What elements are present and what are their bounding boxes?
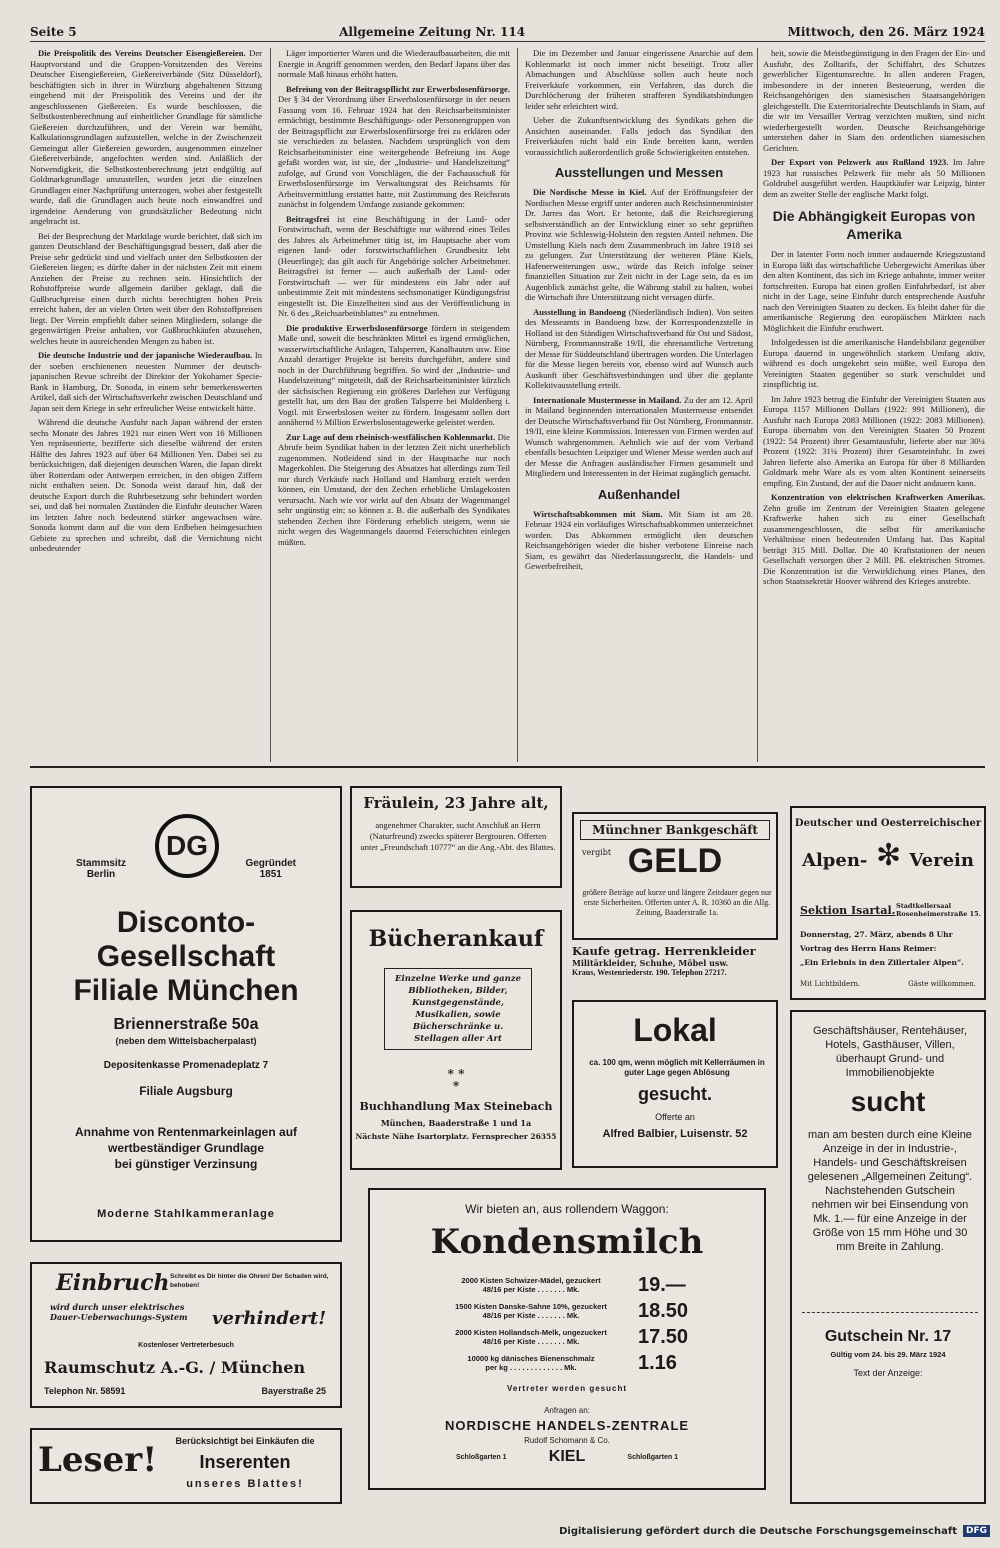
milch-intro: Wir bieten an, aus rollendem Waggon: xyxy=(465,1202,669,1216)
price-row-item: 2000 Kisten Schwizer-Mädel, gezuckert xyxy=(461,1276,601,1285)
section-title-foreign-trade: Außenhandel xyxy=(597,486,681,502)
article-paragraph xyxy=(763,492,985,587)
bank-name-box: Münchner Bankgeschäft xyxy=(580,820,770,840)
alpen-section: Sektion Isartal. xyxy=(800,904,896,917)
price-row xyxy=(432,1324,712,1350)
dfg-logo: DFG xyxy=(963,1525,990,1537)
section-divider xyxy=(30,766,985,768)
bank-street: Briennerstraße 50a xyxy=(113,1016,259,1033)
price-row xyxy=(432,1272,712,1298)
fraeulein-text: angenehmer Charakter, sucht Anschluß an Herrn (Naturfreund) zwecks späterer Bergtouren. Offerten unter „Freundschaft 10777“ an die Ang.-Abt. des Blattes. xyxy=(360,820,556,852)
sucht-intro: Geschäftshäuser, Rentehäuser, Hotels, Gasthäuser, Villen, überhaupt Grund- und Immobilienobjekte xyxy=(812,1025,968,1079)
ad-lokal xyxy=(572,1000,778,1168)
paragraph-text: (Niederländisch Indien). Von seiten des Messeamts in Bandoeng bzw. der Korrespondenzstelle in Holland ist den Ständigen Wirtschaftsverband für Ost und Südost, Nürnberg, Frommannstraße 19/II, die ehrenamtliche Vertretung der Messe für Süddeutschland übertragen worden. Die Unterlagen für die Messe liegen bereits vor, ebenso wird auf Wunsch auch Auskunft über Geschäftsverbindungen und über die geplante Kollektivausstellung erteilt. xyxy=(525,306,753,390)
article-paragraph xyxy=(525,307,753,391)
price-row-unit: 48/16 per Kiste . . . . . . . Mk. xyxy=(482,1311,580,1320)
lokal-headline: Lokal xyxy=(633,1012,717,1048)
ad-buecherankauf xyxy=(350,910,562,1170)
paragraph-lead: Der Export von Pelzwerk aus Rußland 1923. xyxy=(771,157,953,167)
ad-disconto-gesellschaft xyxy=(30,786,342,1242)
paragraph-text: Der in latenter Form noch immer andauernde Kriegszustand in Europa läßt das wirtschaftliche Uebergewicht Amerikas über den alten Kontinent, das sich im Kriege anbahnte, immer weiter fortschreiten. Europa hat einen großen Einfuhrbedarf, ist aber nicht in der Lage, seine Einfuhr durch entsprechende Ausfuhr nach den Vereinigten Staaten zu decken. Es bleibt daher für die amerikanische Regierung den europäischen Märkten nach Möglichkeit die Einfuhr erschwert. xyxy=(763,249,985,333)
paragraph-lead: Ausstellung in Bandoeng xyxy=(533,306,629,317)
geld-headline: GELD xyxy=(627,842,723,880)
ad-raumschutz xyxy=(30,1262,342,1408)
article-paragraph xyxy=(525,115,753,157)
paragraph-text: Infolgedessen ist die amerikanische Handelsbilanz gegenüber Europa dauernd in ungewöhnlich starkem Umfang aktiv, während es doch umgekehrt sein müßte, weil Europa den Vereinigten Staaten gegenüber so stark verschuldet und zinspflichtig ist. xyxy=(763,337,985,389)
price-value: 18.50 xyxy=(638,1299,689,1322)
milch-price-list xyxy=(432,1272,712,1376)
coupon-number: Gutschein Nr. 17 xyxy=(824,1328,952,1345)
paragraph-lead: Konzentration von elektrischen Kraftwerken Amerikas. xyxy=(771,492,985,502)
price-row-unit: 48/16 per Kiste . . . . . . . Mk. xyxy=(482,1337,580,1346)
price-row-desc xyxy=(432,1328,630,1346)
page-number: Seite 5 xyxy=(30,24,77,39)
price-row-unit: 48/16 per Kiste . . . . . . . Mk. xyxy=(482,1285,580,1294)
paragraph-text: Während die deutsche Ausfuhr nach Japan während der ersten sechs Monate des Jahres 1921 nur einen Wert von 16 Millionen Yen repräsentierte, bezifferte sich dieselbe während der ersten Hälfte des Jahres 1923 auf über 64 Millionen Yen. Dabei sei zu berücksichtigen, daß diejenigen deutschen Waren, die Japan direkt über Rotterdam oder Antwerpen erreichen, in den obigen Ziffern nicht enthalten seien. Dr. Sonoda weist darauf hin, daß der deutsche Export durch die Ruhrbesetzung sehr behindert worden sei, und daß bei normalen Zuständen die Einfuhr deutscher Waren im letzten Jahre noch bedeutend stärker angewachsen wäre. Sonoda kommt dann auf die von dem Erdbeben heimgesuchten Gebiete zu sprechen und schreibt, daß die Vernichtung nicht unbedeutender xyxy=(30,417,262,553)
page-header xyxy=(30,22,985,42)
article-column-1 xyxy=(30,48,262,762)
ad-leser xyxy=(30,1428,342,1504)
article-paragraph xyxy=(278,48,510,80)
section-title-exhibitions: Ausstellungen und Messen xyxy=(554,165,724,180)
lokal-offer: Offerte an xyxy=(655,1112,695,1122)
paragraph-lead: Beitragsfrei xyxy=(286,213,338,224)
price-row-item: 10000 kg dänisches Bienenschmalz xyxy=(467,1354,595,1363)
bank-name xyxy=(32,906,340,1008)
price-row-desc xyxy=(432,1276,630,1294)
geld-vergibt: vergibt xyxy=(582,848,612,857)
buecher-stars: * * * xyxy=(447,1067,465,1093)
newspaper-title: Allgemeine Zeitung Nr. 114 xyxy=(339,24,526,39)
headline-einbruch: Einbruch xyxy=(56,1270,170,1296)
buecher-near: Nächste Nähe Isartorplatz. Fernsprecher 26355 xyxy=(355,1132,557,1141)
article-paragraph xyxy=(278,432,510,548)
founded-text: Gegründet xyxy=(245,858,296,869)
price-value: 19.— xyxy=(638,1273,686,1296)
offer-line2: wertbeständiger Grundlage xyxy=(107,1141,265,1155)
article-paragraph xyxy=(763,48,985,153)
kleider-text: Militärkleider, Schuhe, Möbel usw. xyxy=(572,958,729,968)
paragraph-lead: Die produktive Erwerbslosenfürsorge xyxy=(286,322,432,333)
buecher-headline: Bücherankauf xyxy=(368,926,544,952)
price-row-item: 2000 Kisten Hollandsch-Melk, ungezuckert xyxy=(455,1328,607,1337)
kleider-headline: Kaufe getrag. Herrenkleider xyxy=(572,944,756,958)
article-paragraph xyxy=(30,350,262,413)
article-paragraph xyxy=(763,394,985,489)
paragraph-text: Der Hauptvorstand und die Gruppen-Vorsitzenden des Vereins Deutscher Eisengießereien, Gießereiverbände (Sitz Düsseldorf), beschäftigten sich in ihrer in Würzburg abgehaltenen Sitzung eingehend mit der Preispolitik des Vereins und der ihr angeschlossenen Gießereien. Es wurde beschlossen, die Selbstkostenberechnung auf einheitlicher Grundlage für sämtliche Gießereien durchzuführen, und der Verein war bemüht, Kalkulationsgrundlagen aufzustellen, welche in der Zwischenzeit Gemeingut aller Gießereien geworden, ausgenommen einzelner Gießereiverbände, angefochten werden sind. Anläßlich der Notwendigkeit, die Selbstkostenberechnung jetzt endgültig auf Goldmarkgrundlage umzustellen, wurden jetzt die einzelnen Grundlagen einer Nachprüfung unterzogen, wobei aber festgestellt wurde, daß die Grundlagen auch heute noch einwandfrei und irgendeine Aenderung von grundsätzlicher Bedeutung nicht angebracht ist. xyxy=(30,48,262,226)
alpen-title: „Ein Erlebnis in den Zillertaler Alpen“. xyxy=(800,958,964,967)
leser-line1: Berücksichtigt bei Einkäufen die xyxy=(175,1436,315,1446)
article-column-3 xyxy=(525,48,753,762)
lokal-name: Alfred Balbier, Luisenstr. 52 xyxy=(602,1128,748,1140)
alpen-date: Donnerstag, 27. März, abends 8 Uhr xyxy=(800,930,953,939)
paragraph-text: Die Abrufe beim Syndikat haben in der letzten Zeit nicht unerheblich zugenommen. Notleidend sind in der Hauptsache nur noch Magerkohlen. Die Steigerung des Absatzes hat allerdings zum Teil nur durch Verkäufe nach Holland und Hamburg erzielt werden können, ein Umstand, der den Zechen erhebliche Umlagekosten verursacht. Nach wie vor wirkt auf den Absatz der Wagenmangel sehr ungünstig ein; so können z. B. die außerhalb des Syndikates stehenden Zechen ihre Förderung erheblich steigern, wenn sie nicht wegen des Wagenmangels dauernd Feierschichten einlegen müßten. xyxy=(278,431,510,547)
ad-sucht-gutschein xyxy=(790,1010,986,1504)
article-paragraph xyxy=(278,84,510,210)
alpen-talk: Vortrag des Herrn Hans Reimer: xyxy=(800,944,937,953)
paragraph-text: Im Jahre 1923 hat russisches Pelzwerk für mehr als 50 Millionen Goldrubel ausgeführt werden. Hauptkäufer war Leipzig, hinter dem an zweiter Stelle der englische Markt folgt. xyxy=(763,157,985,199)
coupon-field: Text der Anzeige: xyxy=(853,1368,923,1378)
paragraph-text: Zehn große im Zentrum der Vereinigten Staaten gelegene Kraftwerke haben sich zu einer Gesellschaft zusammengeschlossen, die selbst für amerikanische Verhältnisse einen bedeutenden Umfang hat. Das Kapital beträgt 315 Mill. Dollar. Die 40 Kraftstationen der neuen Gesellschaft versorgen über 2 Mill. Pß. elektrischen Stromes. Die Konzentration ist die Verwirklichung eines Planes, den schon Staatssekretär Hoover während des Krieges anstrebte. xyxy=(763,502,985,586)
article-paragraph xyxy=(763,337,985,390)
fraeulein-headline: Fräulein, 23 Jahre alt, xyxy=(363,794,549,812)
bank-street-note: (neben dem Wittelsbacherpalast) xyxy=(115,1036,257,1046)
company-name: Raumschutz A.-G. / München xyxy=(44,1358,306,1377)
article-paragraph xyxy=(525,187,753,303)
disconto-logo xyxy=(155,814,219,878)
founded-year: 1851 xyxy=(259,869,282,880)
visit-note: Kostenloser Vertreterbesuch xyxy=(138,1342,234,1349)
ad-kondensmilch xyxy=(368,1188,766,1490)
coupon-valid: Gültig vom 24. bis 29. März 1924 xyxy=(830,1350,946,1359)
einbruch-note: Schreibt es Dir hinter die Ohren! Der Schaden wird, behoben! xyxy=(170,1273,329,1289)
paragraph-text: Läger importierter Waren und die Wiederaufbauarbeiten, die mit Energie in Angriff genommen werden, den Bedarf Japans über das normale Maß hinaus erhöht hatten. xyxy=(278,48,510,79)
alpen-venue: Stadtkellersaal Rosenheimerstraße 15. xyxy=(896,902,981,918)
headquarters-label xyxy=(76,858,126,880)
leser-line2: Inserenten xyxy=(199,1452,291,1472)
bank-name-line1: Disconto- xyxy=(116,906,256,939)
milch-person: Rudolf Schomann & Co. xyxy=(524,1436,610,1445)
article-paragraph xyxy=(30,48,262,227)
geld-text: größere Beträge auf kurze und längere Zeitdauer gegen nur erste Sicherheiten. Offerten unter A. R. 10360 an die Allg. Zeitung, Baaderstraße 1a. xyxy=(582,888,772,917)
bank-name-line2: Gesellschaft xyxy=(96,940,276,973)
paragraph-lead: Wirtschaftsabkommen mit Siam. xyxy=(533,508,669,519)
paragraph-lead: Die Nordische Messe in Kiel. xyxy=(533,187,651,197)
paragraph-lead: Die deutsche Industrie und der japanische Wiederaufbau. xyxy=(38,350,255,360)
price-row-desc xyxy=(432,1354,630,1372)
alpen-footer-left: Mit Lichtbildern. xyxy=(800,980,861,988)
paragraph-text: Der § 34 der Verordnung über Erwerbslosenfürsorge in der neuen Fassung vom 16. Februar 1924 hat den Reichsarbeitsminister ermächtigt, bestimmte Beschäftigungs- oder Personengruppen von der Beitragspflicht zur Erwerbslosenfürsorge frei zu erklären oder sie verschieden zu belasten. Nachdem ursprünglich von dem Reichsarbeitsminister eine weitergehende Befreiung ins Auge gefaßt worden war, ist sie, der „Industrie- und Handelszeitung“ zufolge, auf Grund von Vorschlägen, die der Fachausschuß für Erwerbslosenfürsorge im Verwaltungsrat des Reichsamts für Arbeitsvermittlung erstattet hatte, mit Zustimmung des Reichsrats zunächst in folgendem Umfange zustande gekommen: xyxy=(278,94,510,209)
headline-leser: Leser! xyxy=(38,1440,158,1480)
vault-note: Moderne Stahlkammeranlage xyxy=(97,1208,275,1220)
kleider-contact: Kraus, Westenriederstr. 190. Telephon 27217. xyxy=(572,968,727,977)
paragraph-lead: Befreiung von der Beitragspflicht zur Erwerbslosenfürsorge. xyxy=(286,83,510,94)
article-column-4 xyxy=(763,48,985,762)
lokal-sought: gesucht. xyxy=(637,1084,712,1104)
paragraph-text: Die im Dezember und Januar eingerissene Anarchie auf dem Kohlenmarkt ist noch immer nicht beseitigt. Trotz aller Abmachungen und Abschlüsse sollen auch heute noch Freiverkäufe vorkommen, ein Verfahren, das durch die Durchlöcherung der früheren strafferen Syndikatsbindungen leider sehr erleichtert wird. xyxy=(525,48,753,111)
rentenmark-offer xyxy=(32,1124,340,1172)
offer-line3: bei günstiger Verzinsung xyxy=(114,1157,258,1171)
coupon-divider xyxy=(802,1312,978,1313)
phone-number: Telephon Nr. 58591 xyxy=(44,1386,126,1396)
verhindert-text: verhindert! xyxy=(212,1308,327,1329)
deposit-office: Depositenkasse Promenadeplatz 7 xyxy=(103,1060,269,1071)
milch-headline: Kondensmilch xyxy=(430,1222,704,1262)
milch-addr-right: Schloßgarten 1 xyxy=(627,1454,678,1461)
paragraph-text: fördern in steigendem Maße und, soweit die beschränkten Mittel es irgend ermöglichen, wasserwirtschaftliche Anlagen, Talsperren, Kanalbauten usw. Eine Anzahl derartiger Projekte ist bereits durchgeführt, andere sind noch in der Durchführung begriffen. So wird der „Industrie- und Handelszeitung“ mitgeteilt, daß der Reichsarbeitsminister kürzlich der sächsischen Regierung ein größeres Darlehen zur Verfügung gestellt hat, um den Bau der großen Talsperre bei Muldenberg i. Vogtl. mit Erwerbslosen weiter zu fördern. Insgesamt sollen dort annähernd ½ Million Erwerbslosentagewerke geleistet werden. xyxy=(278,322,510,427)
paragraph-text: Zu der am 12. April in Mailand beginnenden internationalen Mustermesse entsendet der Deutsche Wirtschaftsverband für Ost Nürnberg, Frommannstr. 19/II, eine kleine Kommission. Interessen von Firmen werden auf Wunsch wahrgenommen. Aehnlich wie auf der vom Verband ebenfalls besuchten Leipziger und Wiener Messe werden auch auf der Messe die Anfragen ausländischer Firmen gesammelt und Mitgliedern und Interessenten in der Heimat zugänglich gemacht. xyxy=(525,394,753,478)
founded-label xyxy=(245,858,296,880)
hq-label: Stammsitz xyxy=(76,858,127,869)
milch-reps: Vertreter werden gesucht xyxy=(506,1384,628,1393)
paragraph-text: heit, sowie die Meistbegünstigung in den Fragen der Ein- und Ausfuhr, des Zolltarifs, der Schiffahrt, des Schutzes gewerblicher Eigentumsrechte. In allen anderen Fragen, insbesondere in der inneren Besteuerung, werden die Reichsangehörigen den siamesischen Staatsangehörigen gleichgestellt. Die Exterritorialrechte Deutschlands in Siam, auf die wir im Versailler Vertrag verzichten mußten, sind nicht wiederhergestellt worden. Deutsche Reichsangehörige unterstehen daher in Siam den ordentlichen siamesischen Gerichten. xyxy=(763,48,985,153)
sucht-headline: sucht xyxy=(850,1086,926,1117)
column-divider xyxy=(757,48,758,762)
alpen-footer-right: Gäste willkommen. xyxy=(908,980,976,988)
milch-city: KIEL xyxy=(548,1448,586,1465)
paragraph-text: Bei der Besprechung der Marktlage wurde berichtet, daß sich im ganzen Deutschland der Beschäftigungsgrad bessert, daß aber die Preise sehr gedrückt sind und vielfach unter den Selbstkosten der Gießereien liegen; es dürfte daher in der nächsten Zeit mit einem Anziehen der Preise zu rechnen sein. Hinsichtlich der Rohstoffpreise wurde allgemein darüber geklagt, daß die Gußbruchpreise einen durch nichts berechtigten hohen Preis erreicht haben, der an vielen Orten weit über den Rohstoffpreisen liegt. Der Verein empfiehlt daher seinen Mitgliedern, solange die gegenwärtigen Preise anhalten, vor Gußbruchkäufen abzusehen, welches heute in ausreichenden Mengen zu haben ist. xyxy=(30,230,262,346)
paragraph-text: ist eine Beschäftigung in der Land- oder Forstwirtschaft, wenn der Beschäftigte nur während eines Teiles des Jahres als Arbeitnehmer tätig ist, im Hauptsache aber vom eigenen land- oder forstwirtschaftlichen Grundbesitz lebt (Heuerlinge); das gilt auch für Angehörige solcher Arbeitnehmer. Beitragsfrei ist ferner — auch außerhalb der Land- oder Forstwirtschaft — wer für mindestens ein Jahr oder auf unbestimmte Zeit mit mindestens sechsmonatiger Kündigungsfrist eingestellt ist. Die Einzelheiten sind aus der Veröffentlichung in Nr. 6 des „Reichsarbeitsblattes“ zu entnehmen. xyxy=(278,213,510,318)
price-value: 17.50 xyxy=(638,1325,689,1348)
column-divider xyxy=(270,48,271,762)
article-paragraph xyxy=(30,417,262,554)
article-title-europe-america: Die Abhängigkeit Europas von Amerika xyxy=(772,208,976,242)
einbruch-sub xyxy=(50,1302,188,1322)
article-paragraph xyxy=(525,395,753,479)
paragraph-lead: Zur Lage auf dem rheinisch-westfälischen Kohlenmarkt. xyxy=(286,431,498,442)
column-divider xyxy=(517,48,518,762)
ad-fraeulein xyxy=(350,786,562,888)
einbruch-sub2: Dauer-Ueberwachungs-System xyxy=(50,1312,188,1322)
issue-date: Mittwoch, den 26. März 1924 xyxy=(787,24,985,39)
buecher-box: Einzelne Werke und ganze Bibliotheken, Bilder, Kunstgegenstände, Musikalien, sowie Bücherschränke u. Stellagen aller Art xyxy=(384,968,532,1050)
ad-herrenkleider xyxy=(572,944,778,988)
price-row-desc xyxy=(432,1302,630,1320)
buecher-shop: Buchhandlung Max Steinebach xyxy=(359,1100,553,1113)
alpen-top: Deutscher und Oesterreichischer xyxy=(794,818,982,829)
article-paragraph xyxy=(30,231,262,347)
bank-name-line3: Filiale München xyxy=(73,974,299,1007)
branch-augsburg: Filiale Augsburg xyxy=(139,1084,233,1098)
article-paragraph xyxy=(278,323,510,428)
price-row xyxy=(432,1350,712,1376)
milch-inquiries: Anfragen an: xyxy=(544,1406,590,1415)
company-address: Bayerstraße 25 xyxy=(261,1386,326,1396)
article-column-2 xyxy=(278,48,510,762)
alpen-left: Alpen- xyxy=(802,850,868,871)
paragraph-lead: Die Preispolitik des Vereins Deutscher Eisengießereien. xyxy=(38,48,250,58)
einbruch-sub1: wird durch unser elektrisches xyxy=(50,1302,185,1312)
article-paragraph xyxy=(278,214,510,319)
alpen-right: Verein xyxy=(909,850,974,871)
paragraph-text: Im Jahre 1923 betrug die Einfuhr der Vereinigten Staaten aus Europa 1157 Millionen Dollars (1922: 991 Millionen), die Ausfuhr nach Europa 2083 Millionen (1922: 2083 Millionen). Europa übernahm von den Vereinigten Staaten 50 Prozent (1922: 54 Prozent) ihrer Gesamtausfuhr, lieferte aber nur 30¼ Prozent (1922: 31¼ Prozent) ihrer Gesamteinfuhr. In zwei Jahren lieferte also Amerika an Europa für über 8 Milliarden Goldmark mehr Ware als es vom alten Kontinent seinerseits empfing. Ein Zustand, der auf die Dauer nicht andauern kann. xyxy=(763,393,985,488)
footer-text: Digitalisierung gefördert durch die Deutsche Forschungsgemeinschaft xyxy=(559,1525,957,1537)
offer-line1: Annahme von Rentenmarkeinlagen auf xyxy=(74,1125,298,1139)
price-row-unit: per kg . . . . . . . . . . . . . Mk. xyxy=(485,1363,577,1372)
ad-bank-geld xyxy=(572,812,778,940)
price-value: 1.16 xyxy=(638,1351,677,1374)
milch-addr-left: Schloßgarten 1 xyxy=(456,1454,507,1461)
leser-line3: unseres Blattes! xyxy=(186,1478,304,1490)
paragraph-text: In der soeben erschienenen neuesten Nummer der deutsch-japanischen Revue schreibt der Direktor der Yokohamer Specie-Bank in Hamburg, Dr. Sonoda, in einem sehr bemerkenswerten Artikel, daß sich der Wirtschaftsverkehr zwischen Deutschland und Japan seit dem Kriege in sehr erfreulicher Weise entwickelt hätte. xyxy=(30,350,262,413)
paragraph-text: Mit Siam ist am 28. Februar 1924 ein vorläufiges Wirtschaftsabkommen unterzeichnet worden. Das Abkommen ermöglicht den deutschen Reichsangehörigen wieder die bisher verbotene Einreise nach Siam, es gewährt das Niederlassungsrecht, die Handels- und Gewerbefreiheit, xyxy=(525,508,753,571)
buecher-address: München, Baaderstraße 1 und 1a xyxy=(380,1118,532,1128)
edelweiss-icon: ✻ xyxy=(876,838,902,873)
article-paragraph xyxy=(525,509,753,572)
digitization-footer xyxy=(559,1525,990,1537)
article-paragraph xyxy=(763,249,985,333)
milch-company: NORDISCHE HANDELS-ZENTRALE xyxy=(444,1418,690,1433)
paragraph-lead: Internationale Mustermesse in Mailand. xyxy=(533,394,684,405)
article-paragraph xyxy=(525,48,753,111)
hq-city: Berlin xyxy=(86,869,116,880)
paragraph-text: Auf der Eröffnungsfeier der Nordischen Messe ergriff unter anderen auch Reichsinnenminister Dr. Jarres das Wort. Er betonte, daß die Reichsregierung selbstverständlich an der Entwicklung einer so sehr geprüften Provinz wie Schleswig-Holstein den regsten Anteil nehmen. Die Umstellung Kiels nach dem Zusammenbruch im Jahre 1918 sei zu gelungen. Zur Unterstützung der weiteren Pläne Kiels, Hafenerweiterungen usw., würde das Reich infolge seiner finanziellen Situation zur Zeit nicht in der Lage sein, da es im Augenblick zunächst gelte, die Währung stabil zu halten, wobei die Wirtschaft ihre Unterstützung nicht versagen dürfe. xyxy=(525,187,753,302)
article-paragraph xyxy=(763,157,985,199)
lokal-text: ca. 100 qm, wenn möglich mit Kellerräumen in guter Lage gegen Ablösung xyxy=(589,1058,765,1077)
price-row-item: 1500 Kisten Danske-Sahne 10%, gezuckert xyxy=(455,1302,607,1311)
paragraph-text: Ueber die Zukunftsentwicklung des Syndikats gehen die Ansichten auseinander. Falls jedoch das Syndikat den Freiverkäufen nicht bald ein Ende bereiten kann, werden voraussichtlich außerordentlich große Schwierigkeiten entstehen. xyxy=(525,115,753,157)
price-row xyxy=(432,1298,712,1324)
logo-initials: DG xyxy=(166,830,208,861)
ad-alpenverein xyxy=(790,806,986,1000)
sucht-body: man am besten durch eine Kleine Anzeige in der in Industrie-, Handels- und Geschäftskreisen gelesenen „Allgemeinen Zeitung“. Nachstehenden Gutschein nehmen wir bei Einsendung von Mk. 1.— für eine Anzeige in der Größe von 15 mm Höhe und 30 mm Breite in Zahlung. xyxy=(807,1129,973,1253)
